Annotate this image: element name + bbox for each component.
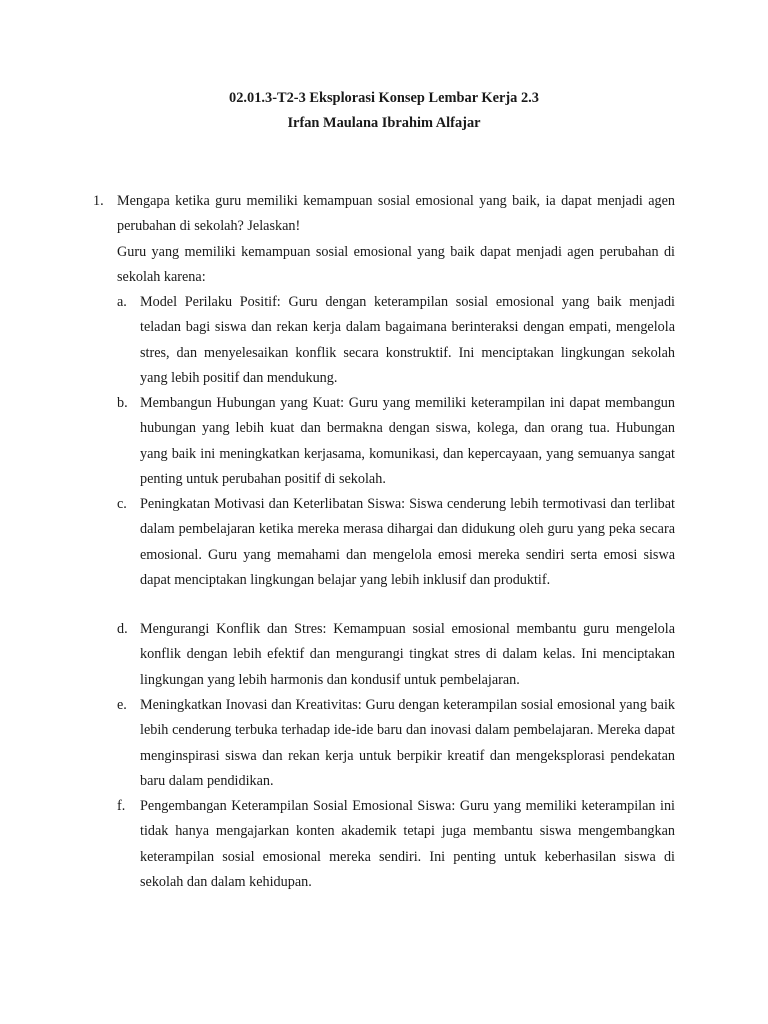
answer-item-b [117, 391, 675, 493]
answer-item-d [117, 617, 675, 693]
item-text: Membangun Hubungan yang Kuat: Guru yang memiliki keterampilan ini dapat membangun hubungan yang lebih kuat dan bermakna dengan siswa, kolega, dan orang tua. Hubungan yang baik ini meningkatkan kerjasama, komunikasi, dan kepercayaan, yang semuanya sangat penting untuk perubahan positif di sekolah. [140, 395, 675, 488]
answer-item-c [117, 492, 675, 594]
document-title: 02.01.3-T2-3 Eksplorasi Konsep Lembar Kerja 2.3 [229, 90, 539, 106]
item-text: Peningkatan Motivasi dan Keterlibatan Siswa: Siswa cenderung lebih termotivasi dan terlibat dalam pembelajaran ketika mereka merasa dihargai dan didukung oleh guru yang peka secara emosional. Guru yang memahami dan mengelola emosi mereka sendiri serta emosi siswa dapat menciptakan lingkungan belajar yang lebih inklusif dan produktif. [140, 496, 675, 589]
answer-item-f [117, 794, 675, 896]
item-text: Meningkatkan Inovasi dan Kreativitas: Guru dengan keterampilan sosial emosional yang baik lebih cenderung terbuka terhadap ide-ide baru dan inovasi dalam pembelajaran. Mereka dapat menginspirasi siswa dan rekan kerja untuk berpikir kreatif dan mengeksplorasi pendekatan baru dalam pendidikan. [140, 697, 675, 790]
question-number: 1. [93, 193, 104, 209]
item-label: a. [117, 294, 127, 310]
item-text: Mengurangi Konflik dan Stres: Kemampuan sosial emosional membantu guru mengelola konflik dengan lebih efektif dan mengurangi tingkat stres di dalam kelas. Ini menciptakan lingkungan yang lebih harmonis dan kondusif untuk pembelajaran. [140, 621, 675, 688]
answer-intro: Guru yang memiliki kemampuan sosial emosional yang baik dapat menjadi agen perubahan di sekolah karena: [117, 244, 675, 286]
item-label: d. [117, 621, 128, 637]
question-text: Mengapa ketika guru memiliki kemampuan sosial emosional yang baik, ia dapat menjadi agen perubahan di sekolah? Jelaskan! [117, 193, 675, 235]
answer-item-e [117, 693, 675, 795]
item-label: f. [117, 798, 126, 814]
item-text: Model Perilaku Positif: Guru dengan keterampilan sosial emosional yang baik menjadi teladan bagi siswa dan rekan kerja dalam bagaimana berinteraksi dengan empati, mengelola stres, dan menyelesaikan konflik secara konstruktif. Ini menciptakan lingkungan sekolah yang lebih positif dan mendukung. [140, 294, 675, 387]
item-label: c. [117, 496, 127, 512]
item-label: b. [117, 395, 128, 411]
item-text: Pengembangan Keterampilan Sosial Emosional Siswa: Guru yang memiliki keterampilan ini tidak hanya mengajarkan konten akademik tetapi juga membantu siswa mengembangkan keterampilan sosial emosional mereka sendiri. Ini penting untuk keberhasilan siswa di sekolah dan dalam kehidupan. [140, 798, 675, 891]
author-name: Irfan Maulana Ibrahim Alfajar [287, 115, 481, 131]
item-label: e. [117, 697, 127, 713]
answer-item-a [117, 290, 675, 392]
